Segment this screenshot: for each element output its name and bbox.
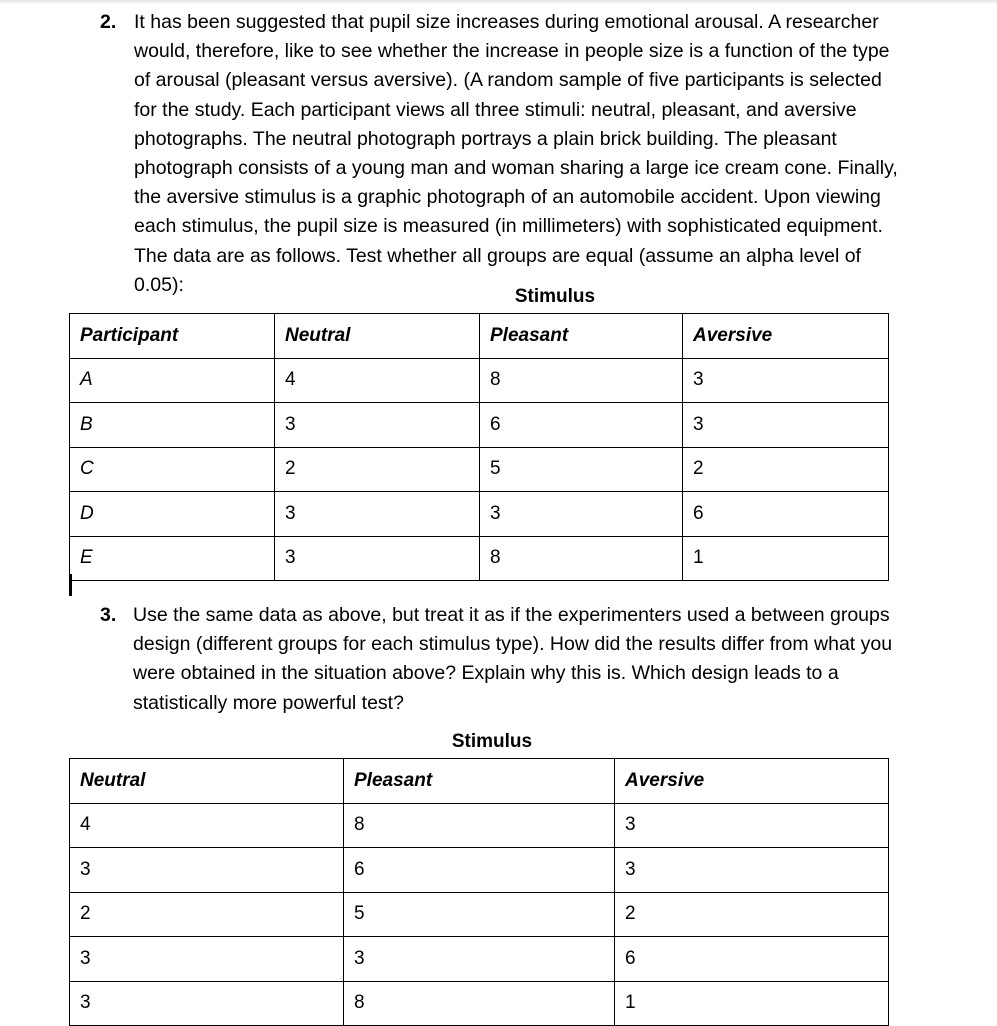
question-number: 2. <box>100 11 117 33</box>
cell-pleasant: 5 <box>344 892 615 937</box>
cell-neutral: 2 <box>275 447 480 492</box>
cell-pleasant: 6 <box>480 403 683 448</box>
question-number: 3. <box>100 604 117 626</box>
cell-aversive: 6 <box>615 937 889 982</box>
scan-edge-artifact <box>0 0 997 4</box>
table-row <box>70 937 889 982</box>
table-row <box>70 803 889 848</box>
cell-participant: E <box>70 536 275 581</box>
cell-pleasant: 8 <box>480 536 683 581</box>
cell-neutral: 3 <box>275 492 480 537</box>
cell-aversive: 1 <box>683 536 889 581</box>
cell-neutral: 3 <box>275 403 480 448</box>
question-text: It has been suggested that pupil size increases during emotional arousal. A researcher would, therefore, like to see whether the increase in people size is a function of the type of arousal (pleasant versus aversive). (A random sample of five participants is selected for the study. Each participant views all three stimuli: neutral, pleasant, and aversive photographs. The neutral photograph portrays a plain brick building. The pleasant photograph consists of a young man and woman sharing a large ice cream cone. Finally, the aversive stimulus is a graphic photograph of an automobile accident. Upon viewing each stimulus, the pupil size is measured (in millimeters) with sophisticated equipment. The data are as follows. Test whether all groups are equal (assume an alpha level of 0.05): <box>134 11 898 296</box>
table-row <box>70 492 889 537</box>
question-text: Use the same data as above, but treat it as if the experimenters used a between groups design (different groups for each stimulus type). How did the results differ from what you were obtained in the situation above? Explain why this is. Which design leads to a statistically more powerful test? <box>133 604 893 714</box>
cell-aversive: 2 <box>683 447 889 492</box>
cell-participant: A <box>70 358 275 403</box>
cell-pleasant: 8 <box>344 803 615 848</box>
column-header-pleasant: Pleasant <box>344 759 615 804</box>
cell-pleasant: 8 <box>344 981 615 1026</box>
pupil-size-within-subjects-table <box>69 313 889 581</box>
table-row <box>70 848 889 893</box>
cell-pleasant: 6 <box>344 848 615 893</box>
table-row <box>70 981 889 1026</box>
column-header-participant: Participant <box>70 314 275 359</box>
cell-aversive: 3 <box>615 848 889 893</box>
cell-neutral: 4 <box>275 358 480 403</box>
column-header-aversive: Aversive <box>683 314 889 359</box>
cell-neutral: 3 <box>275 536 480 581</box>
table-row <box>70 536 889 581</box>
column-header-pleasant: Pleasant <box>480 314 683 359</box>
cell-pleasant: 3 <box>480 492 683 537</box>
cell-neutral: 3 <box>70 981 344 1026</box>
column-header-neutral: Neutral <box>70 759 344 804</box>
cell-neutral: 4 <box>70 803 344 848</box>
table-header-row <box>70 759 889 804</box>
cell-pleasant: 5 <box>480 447 683 492</box>
column-header-aversive: Aversive <box>615 759 889 804</box>
cell-neutral: 3 <box>70 848 344 893</box>
cell-participant: D <box>70 492 275 537</box>
cell-participant: C <box>70 447 275 492</box>
table-row <box>70 403 889 448</box>
cell-aversive: 3 <box>683 403 889 448</box>
cell-aversive: 2 <box>615 892 889 937</box>
question-item-3 <box>100 601 910 718</box>
cell-participant: B <box>70 403 275 448</box>
table-1-caption: Stimulus <box>514 286 596 307</box>
cell-pleasant: 8 <box>480 358 683 403</box>
table-2-caption: Stimulus <box>451 731 533 752</box>
table-tick-artifact <box>69 574 72 596</box>
table-header-row <box>70 314 889 359</box>
cell-pleasant: 3 <box>344 937 615 982</box>
question-item-2 <box>100 8 900 300</box>
cell-aversive: 3 <box>615 803 889 848</box>
table-row <box>70 892 889 937</box>
cell-aversive: 1 <box>615 981 889 1026</box>
table-row <box>70 358 889 403</box>
column-header-neutral: Neutral <box>275 314 480 359</box>
cell-neutral: 2 <box>70 892 344 937</box>
table-row <box>70 447 889 492</box>
pupil-size-between-groups-table <box>69 758 889 1026</box>
cell-aversive: 6 <box>683 492 889 537</box>
cell-neutral: 3 <box>70 937 344 982</box>
cell-aversive: 3 <box>683 358 889 403</box>
